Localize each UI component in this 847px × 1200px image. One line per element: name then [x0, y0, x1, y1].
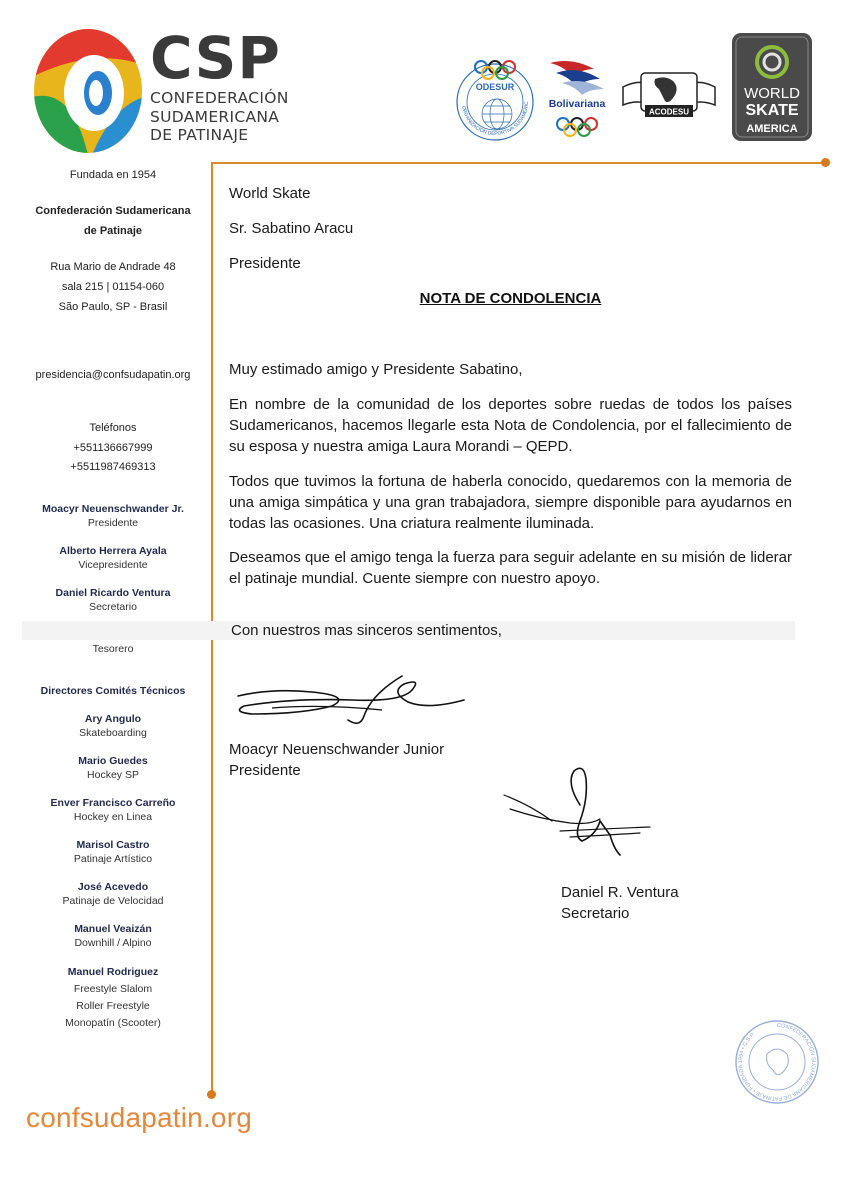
odesur-ring-text: ORGANIZACIÓN DEPORTIVA SUDAMERIC	[460, 101, 531, 138]
letter-title: NOTA DE CONDOLENCIA	[419, 290, 602, 307]
committee-freestyle	[18, 964, 208, 1032]
signer-2-role: Secretario	[561, 905, 630, 922]
csp-logo-icon	[32, 27, 144, 155]
sidebar-email: presidencia@confsudapatin.org	[35, 369, 191, 381]
officer-role: Tesorero	[92, 643, 134, 655]
recipient-role: Presidente	[229, 255, 301, 272]
committee-velocidad	[18, 880, 208, 908]
officer-name: Moacyr Neuenschwander Jr.	[42, 503, 184, 515]
divider-dot-bottom	[207, 1090, 216, 1099]
committees-title	[18, 684, 208, 698]
committee-role: Downhill / Alpino	[74, 937, 152, 949]
sidebar-founded: Fundada en 1954	[69, 169, 157, 181]
committee-skateboarding	[18, 712, 208, 740]
sidebar-phone-1: +551136667999	[73, 442, 153, 454]
signer-1-name: Moacyr Neuenschwander Junior	[229, 741, 445, 758]
committee-name: Marisol Castro	[76, 839, 150, 851]
letter-paragraph-2: Todos que tuvimos la fortuna de haberla conocido, quedaremos con la memoria de una amiga simpática y una gran trabajadora, siempre disponible para ayudarnos en todas las ocasiones. Una criatura realmente iluminada.	[229, 473, 792, 532]
recipient-name: Sr. Sabatino Aracu	[229, 220, 354, 237]
committee-artistico	[18, 838, 208, 866]
recipient-org: World Skate	[229, 185, 311, 202]
divider-dot-right	[821, 158, 830, 167]
stamp-ring-text: CONFEDERACIÓN SUDAMERICANA DE PATINAJE • FUNDADA 1954 • C.S.P.	[737, 1022, 816, 1102]
officer-role: Secretario	[89, 601, 137, 613]
signer-1-role: Presidente	[229, 762, 301, 779]
committee-role: Patinaje de Velocidad	[62, 895, 164, 907]
officer-name: Daniel Ricardo Ventura	[55, 587, 171, 599]
brand-line-2: SUDAMERICANA	[150, 107, 280, 126]
committee-name: José Acevedo	[77, 881, 149, 893]
committee-downhill	[18, 922, 208, 950]
officer-secretary	[18, 586, 208, 614]
committee-role: Monopatín (Scooter)	[65, 1017, 161, 1029]
acodesu-label: ACODESU	[648, 107, 690, 117]
odesur-label: ODESUR	[475, 82, 515, 92]
svg-text:CONFEDERACIÓN SUDAMERICANA DE	[738, 1023, 816, 1101]
committees-title-text: Directores Comités Técnicos	[40, 685, 186, 697]
letter-closing: Con nuestros mas sinceros sentimentos,	[231, 622, 502, 639]
wsa-line-1: WORLD	[744, 85, 800, 102]
footer-website: confsudapatin.org	[26, 1102, 253, 1133]
sidebar-address-2: sala 215 | 01154-060	[61, 281, 165, 293]
committee-role: Patinaje Artístico	[73, 853, 153, 865]
bolivarianos-logo-icon	[542, 55, 612, 145]
committee-name: Manuel Rodriguez	[67, 966, 159, 978]
brand-subtitle	[150, 89, 289, 145]
officer-treasurer	[18, 642, 208, 656]
officer-vicepresident	[18, 544, 208, 572]
committee-role: Skateboarding	[79, 727, 147, 739]
signature-secretary-icon	[500, 765, 660, 860]
committee-name: Manuel Veaizán	[74, 923, 152, 935]
officer-role: Presidente	[87, 517, 139, 529]
officer-role: Vicepresidente	[78, 559, 148, 571]
letter-salutation: Muy estimado amigo y Presidente Sabatino,	[229, 361, 523, 378]
committee-name: Mario Guedes	[78, 755, 148, 767]
letter-paragraph-1: En nombre de la comunidad de los deportes sobre ruedas de todos los países Sudamericanos, hacemos llegarle esta Nota de Condolencia, por el fallecimiento de su esposa y nuestra amiga Laura Morandi – QEPD.	[229, 396, 792, 455]
sidebar-phones-label: Teléfonos	[89, 422, 137, 434]
wsa-line-3: AMERICA	[746, 123, 798, 135]
brand-title: CSP	[150, 24, 281, 92]
brand-line-3: DE PATINAJE	[150, 126, 249, 144]
committee-role: Roller Freestyle	[76, 1000, 150, 1012]
signer-2-name: Daniel R. Ventura	[561, 884, 679, 901]
signature-president-icon	[232, 670, 472, 732]
committee-name: Enver Francisco Carreño	[50, 797, 176, 809]
officer-president	[18, 502, 208, 530]
committee-role: Freestyle Slalom	[73, 983, 153, 995]
official-stamp-icon	[733, 1018, 821, 1106]
sidebar-address-3: São Paulo, SP - Brasil	[58, 301, 168, 313]
brand-line-1: CONFEDERACIÓN	[150, 89, 289, 107]
officer-name: Alberto Herrera Ayala	[59, 545, 167, 557]
letter-paragraph-3: Deseamos que el amigo tenga la fuerza para seguir adelante en su misión de liderar el patinaje mundial. Cuente siempre con nuestro apoyo.	[229, 549, 792, 587]
committee-role: Hockey SP	[87, 769, 139, 781]
sidebar-org-line-2: de Patinaje	[83, 225, 143, 237]
committee-hockey-sp	[18, 754, 208, 782]
header-divider	[213, 162, 825, 164]
bolivariana-label: Bolivariana	[548, 98, 606, 110]
committee-role: Hockey en Linea	[73, 811, 153, 823]
sidebar-phone-2: +5511987469313	[70, 461, 156, 473]
sidebar-org-line-1: Confederación Sudamericana	[35, 205, 191, 217]
acodesu-logo-icon	[619, 65, 719, 125]
committee-name: Ary Angulo	[84, 713, 142, 725]
wsa-line-2: SKATE	[745, 102, 799, 119]
odesur-logo-icon	[452, 52, 538, 144]
committee-hockey-linea	[18, 796, 208, 824]
sidebar-address-1: Rua Mario de Andrade 48	[50, 261, 176, 273]
world-skate-america-logo-icon	[731, 32, 813, 142]
